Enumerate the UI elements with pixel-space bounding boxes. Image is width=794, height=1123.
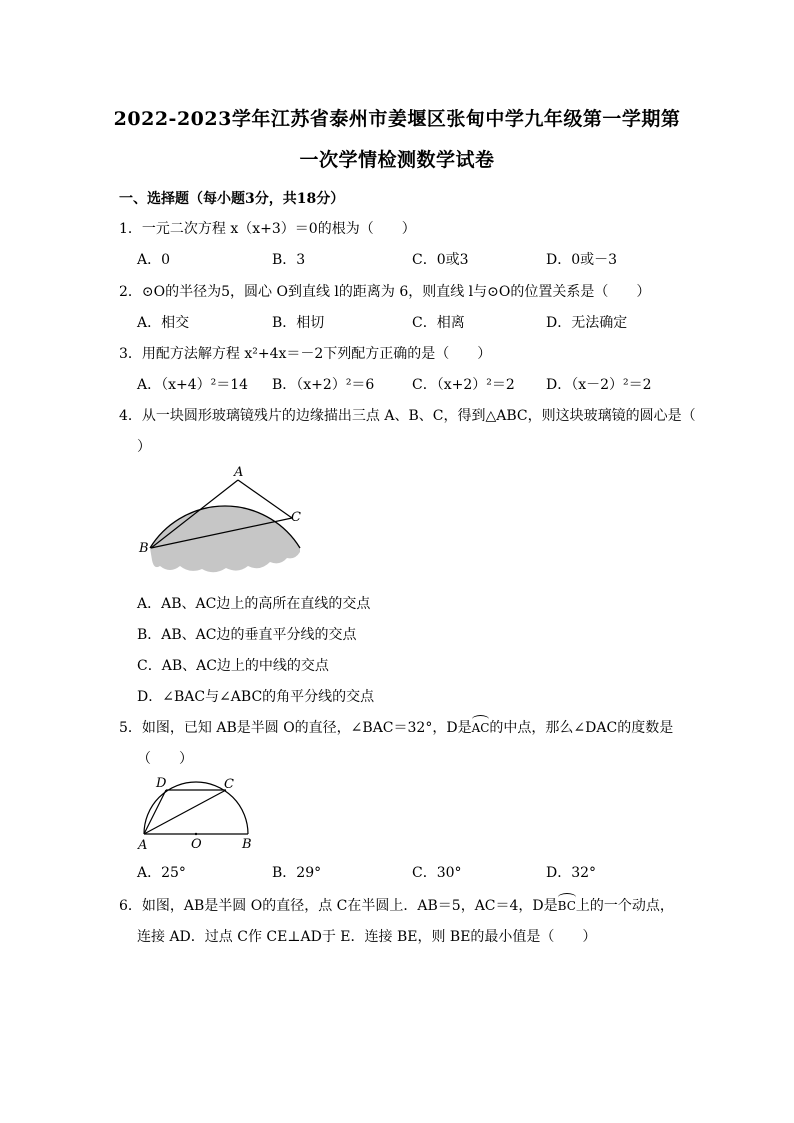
segment-ac: [144, 790, 226, 834]
question-1-stem: 1．一元二次方程 x（x+3）＝0的根为（ ）: [119, 221, 416, 237]
question-4-option-d: D．∠BAC与∠ABC的角平分线的交点: [137, 689, 375, 705]
label-b: B: [139, 541, 149, 556]
question-4-stem: 4．从一块圆形玻璃镜残片的边缘描出三点 A、B、C，得到△ABC，则这块玻璃镜的圆心是（: [119, 408, 696, 424]
question-2-option-c: C．相离: [412, 315, 465, 331]
label-a: A: [138, 838, 148, 853]
question-1-option-a: A．0: [137, 252, 171, 268]
glass-fragment: [150, 506, 300, 572]
arc-bc-label: BC: [557, 899, 576, 913]
label-c: C: [224, 777, 234, 792]
question-6-stem-part-2: 上的一个动点，: [575, 898, 674, 914]
arc-mark: [472, 715, 490, 724]
section-heading: 一、选择题（每小题3分，共18分）: [119, 191, 345, 207]
center-point: [195, 833, 197, 835]
question-1-option-d: D．0或－3: [546, 252, 618, 268]
label-c: C: [291, 510, 301, 525]
segment-ad: [144, 790, 166, 834]
question-3-option-b: B．（x+2）²＝6: [272, 377, 375, 393]
question-3-option-d: D．（x－2）²＝2: [546, 377, 652, 393]
question-3-stem: 3．用配方法解方程 x²+4x＝－2下列配方正确的是（ ）: [119, 346, 492, 362]
question-4-option-b: B．AB、AC边的垂直平分线的交点: [137, 627, 357, 643]
question-5-option-a: A．25°: [137, 865, 186, 881]
label-b: B: [242, 837, 252, 852]
label-d: D: [156, 776, 167, 791]
question-4-stem-end: ）: [137, 439, 151, 455]
question-5-option-b: B．29°: [272, 865, 322, 881]
question-5-stem-part-1: 5．如图，已知 AB是半圆 O的直径，∠BAC＝32°，D是: [119, 720, 472, 736]
question-6-stem: [119, 895, 674, 915]
arc-ac-label: AC: [471, 721, 490, 735]
question-5-figure: [132, 772, 262, 852]
question-2-option-d: D．无法确定: [546, 315, 628, 331]
arc-bc: [558, 895, 576, 913]
question-1-option-b: B．3: [272, 252, 306, 268]
arc-mark: [558, 893, 576, 902]
question-2-option-b: B．相切: [272, 315, 325, 331]
question-4-option-a: A．AB、AC边上的高所在直线的交点: [137, 596, 371, 612]
question-4-option-c: C．AB、AC边上的中线的交点: [137, 658, 329, 674]
arc-ac: [472, 717, 490, 735]
question-5-option-c: C．30°: [412, 865, 462, 881]
question-4-figure: [130, 462, 320, 582]
title-line-2: 一次学情检测数学试卷: [299, 149, 495, 171]
question-5-stem-part-2: 的中点，那么∠DAC的度数是: [489, 720, 674, 736]
question-5-option-d: D．32°: [546, 865, 597, 881]
question-5-stem-end: （ ）: [137, 751, 193, 767]
question-3-option-c: C．（x+2）²＝2: [412, 377, 515, 393]
label-o: O: [191, 837, 202, 852]
question-6-stem-part-1: 6．如图，AB是半圆 O的直径，点 C在半圆上．AB＝5，AC＝4，D是: [119, 898, 558, 914]
question-1-option-c: C．0或3: [412, 252, 469, 268]
question-5-stem: [119, 717, 673, 737]
label-a: A: [234, 465, 244, 480]
question-3-option-a: A．（x+4）²＝14: [137, 377, 249, 393]
question-2-option-a: A．相交: [137, 315, 190, 331]
title-line-1: 2022-2023学年江苏省泰州市姜堰区张甸中学九年级第一学期第: [113, 108, 681, 130]
question-2-stem: 2．⊙O的半径为5，圆心 O到直线 l的距离为 6，则直线 l与⊙O的位置关系是（ ）: [119, 284, 651, 300]
question-6-stem-line-2: 连接 AD．过点 C作 CE⊥AD于 E．连接 BE，则 BE的最小值是（ ）: [137, 929, 597, 945]
